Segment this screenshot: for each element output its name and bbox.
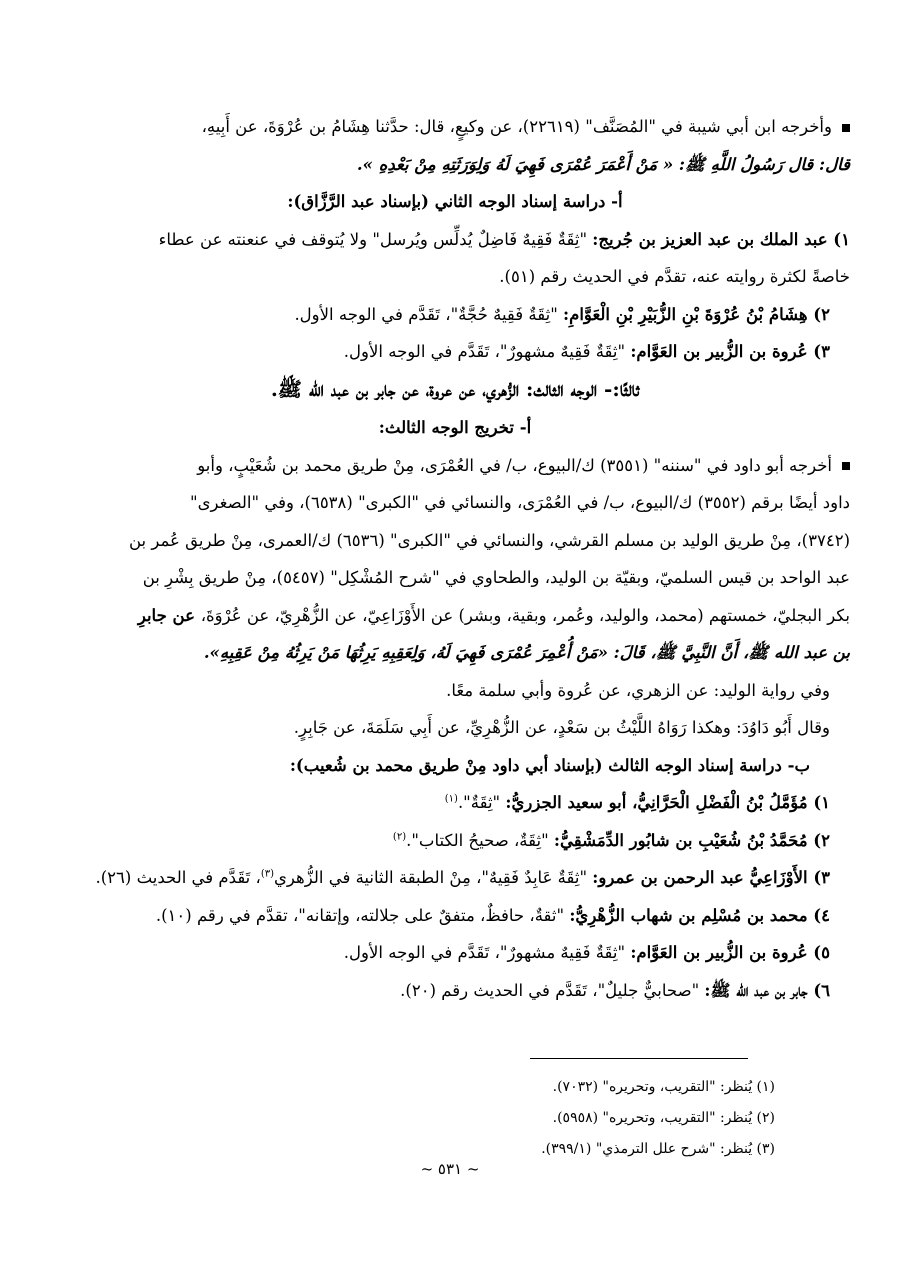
footnote-separator <box>530 1058 748 1059</box>
narrator-entry: ١) عبد الملك بن عبد العزيز بن جُريج: "ثِقَةٌ فَقِيهٌ فَاضِلٌ يُدلِّس ويُرسل" ولا يُتوقف في عنعنته عن عطاء <box>158 229 850 249</box>
section-heading: أ- دراسة إسناد الوجه الثاني (بإسناد عبد الرَّزَّاق): <box>287 192 623 211</box>
bullet-icon <box>842 462 850 470</box>
paragraph: عبد الواحد بن قيس السلميّ، وبقيّة بن الوليد، والطحاوي في "شرح المُشْكِل" (٥٤٥٧)، مِنْ طريق بِشْرِ بن <box>142 568 850 587</box>
footnote-ref[interactable]: (٣) <box>260 868 275 880</box>
paragraph: وأخرجه ابن أبي شيبة في "المُصَنَّف" (٢٢٦١٩)، عن وكيعٍ، قال: حدَّثنا هِشَامُ بن عُرْوَةَ، عن أَبِيهِ، <box>60 108 850 146</box>
document-body <box>60 108 850 1009</box>
footnote-ref[interactable]: (١) <box>444 793 458 805</box>
paragraph: وفي رواية الوليد: عن الزهري، عن عُروة وأبي سلمة معًا. <box>446 680 830 700</box>
narrator-entry: ٣) عُروة بن الزُّبير بن العَوَّام: "ثِقَةٌ فَقِيهٌ مشهورٌ"، تَقَدَّم في الوجه الأول. <box>343 342 830 361</box>
narrator-entry: ١) مُؤَمَّلُ بْنُ الْفَضْلِ الْحَرَّانِيُّ، أبو سعيد الجزريُّ: "ثِقَةٌ".$^{(١)}$ <box>444 793 830 812</box>
hadith-text: قال: قال رَسُولُ اللَّهِ ﷺ: « مَنْ أَعْمَرَ عُمْرَى فَهِيَ لَهُ وَلِوَرَثَتِهِ مِنْ بَعْدِهِ ». <box>356 154 850 174</box>
narrator-entry: ٦) جابر بن عبد الله ﷺ: "صحابيٌّ جليلٌ"، تَقَدَّم في الحديث رقم (٢٠). <box>400 980 830 1000</box>
paragraph: أخرجه أبو داود في "سننه" (٣٥٥١) ك/البيوع، ب/ في العُمْرَى، مِنْ طريق محمد بن شُعَيْبٍ، وأبو <box>60 447 850 485</box>
footnote-ref[interactable]: (٢) <box>392 831 407 842</box>
footnote: (٣) يُنظر: "شرح علل الترمذي" (٣٩٩/١). <box>541 1141 775 1157</box>
narrator-entry: ٤) محمد بن مُسْلِم بن شهاب الزُّهْرِيُّ: "ثقةٌ، حافظٌ، متفقٌ على جلالته، وإتقانه"، تقدَّم في رقم (١٠). <box>155 905 830 925</box>
footnote: (٢) يُنظر: "التقريب، وتحريره" (٥٩٥٨). <box>552 1110 775 1126</box>
section-heading: ب- دراسة إسناد الوجه الثالث (بإسناد أبي داود مِنْ طريق محمد بن شُعيب): <box>289 755 810 775</box>
paragraph: خاصةً لكثرة روايته عنه، تقدَّم في الحديث رقم (٥١). <box>499 267 850 286</box>
footnote: (١) يُنظر: "التقريب، وتحريره" (٧٠٣٢). <box>552 1079 775 1095</box>
paragraph: داود أيضًا برقم (٣٥٥٢) ك/البيوع، ب/ في العُمْرَى، والنسائي في "الكبرى" (٦٥٣٨)، وفي "الصغرى" <box>190 493 850 512</box>
bullet-icon <box>842 124 850 132</box>
narrator-entry: ٣) الأَوْزَاعِيُّ عبد الرحمن بن عمرو: "ثِقَةٌ عَابِدٌ فَقِيهٌ"، مِنْ الطبقة الثانية في الزُّهري$^{(٣)}$، تَقَدَّم في الحديث (٢٦). <box>95 868 830 887</box>
paragraph: (٣٧٤٢)، مِنْ طريق الوليد بن مسلم القرشي، والنسائي في "الكبرى" (٦٥٣٦) ك/العمرى، مِنْ طريق عُمر بن <box>129 530 850 550</box>
chapter-heading: ثالثًا:- الوجه الثالث: الزُّهري، عن عروة، عن جابر بن عبد الله ﷺ. <box>270 376 640 401</box>
hadith-text: بن عبد الله ﷺ، أَنَّ النَّبِيَّ ﷺ، قَالَ: «مَنْ أُعْمِرَ عُمْرَى فَهِيَ لَهُ، وَلِعَقِبِهِ يَرِثُهَا مَنْ يَرِثُهُ مِنْ عَقِبِهِ». <box>203 643 850 662</box>
paragraph: وقال أَبُو دَاوُدَ: وهكذا رَوَاهُ اللَّيْثُ بن سَعْدٍ، عن الزُّهْرِيِّ، عن أَبِي سَلَمَةَ، عن جَابِرٍ. <box>293 718 830 737</box>
narrator-entry: ٢) مُحَمَّدُ بْنُ شُعَيْبِ بن شابُور الدِّمَشْقِيُّ: "ثِقَةٌ، صحيحُ الكتاب".$^{(٢)}$ <box>392 830 830 850</box>
page-number: ~ ٥٣١ ~ <box>420 1160 480 1178</box>
paragraph: بكر البجليّ، خمستهم (محمد، والوليد، وعُمر، وبقية، وبشر) عن الأَوْزَاعِيّ، عن الزُّهْرِيّ، عن عُرْوَةَ، عن جابرِ <box>137 605 850 625</box>
footnotes <box>440 1072 775 1165</box>
section-heading: أ- تخريج الوجه الثالث: <box>378 418 532 437</box>
narrator-entry: ٥) عُروة بن الزُّبير بن العَوَّام: "ثِقَةٌ فَقِيهٌ مشهورٌ"، تَقَدَّم في الوجه الأول. <box>343 943 830 962</box>
narrator-entry: ٢) هِشَامُ بْنُ عُرْوَةَ بْنِ الزُّبَيْرِ بْنِ الْعَوَّامِ: "ثِقَةٌ فَقِيهٌ حُجَّةٌ"، تَقَدَّم في الوجه الأول. <box>294 304 830 324</box>
